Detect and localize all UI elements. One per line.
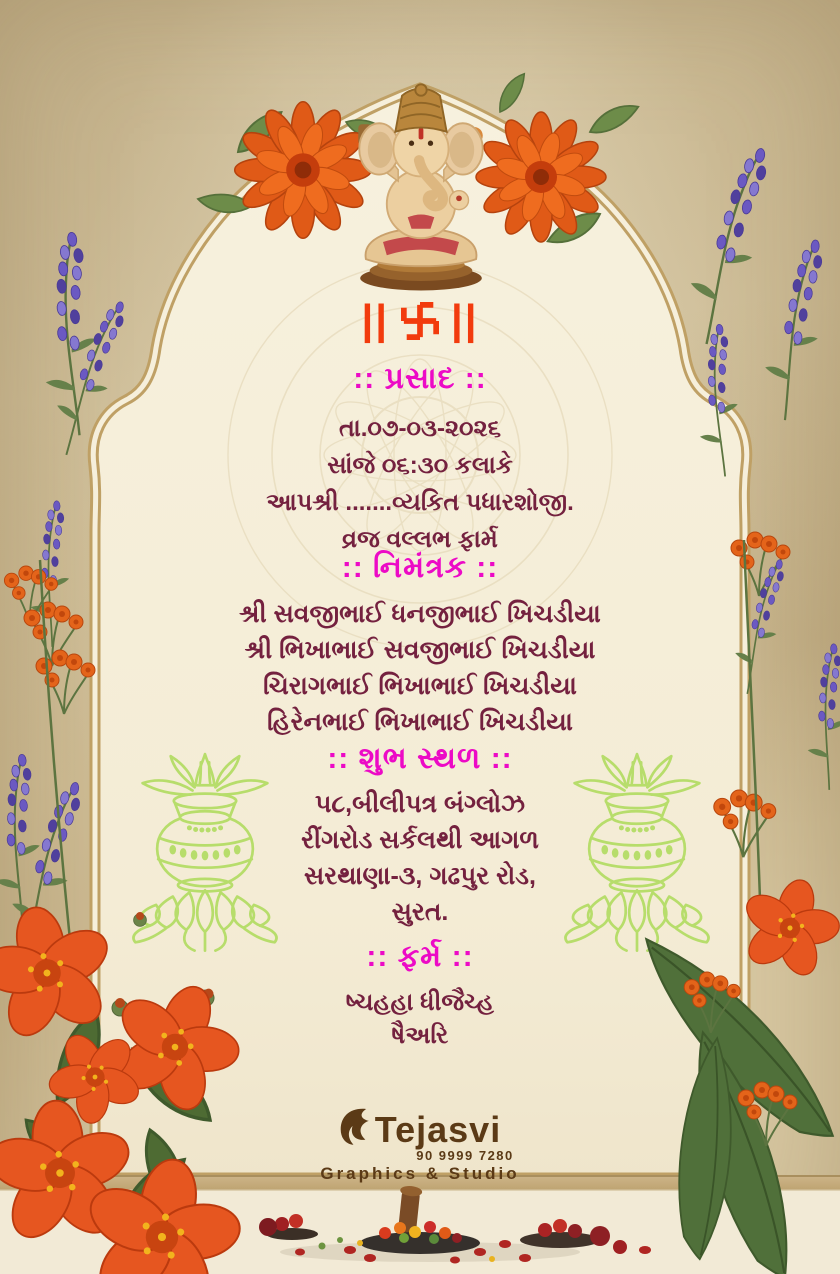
host-name: હિરેનભાઈ ભિખાભાઈ ખિચડીયા	[267, 708, 573, 736]
event-time: સાંજે ૦૬:૩૦ કલાકે	[327, 452, 513, 479]
logo-name: Tejasvi	[374, 1109, 502, 1150]
section-heading-prasad: :: પ્રસાદ ::	[353, 362, 487, 395]
address-line: રીંગરોડ સર્કલથી આગળ	[301, 826, 539, 854]
host-name: શ્રી ભિખાભાઈ સવજીભાઈ ખિચડીયા	[244, 636, 596, 664]
address-line: સુરત.	[391, 898, 449, 926]
firm-line: ષ્ચહહા ધીજૈચ્હ	[346, 989, 494, 1016]
address-line: સરથાણા-૩, ગઢપુર રોડ,	[304, 862, 536, 890]
host-name: શ્રી સવજીભાઈ ધનજીભાઈ ખિચડીયા	[239, 600, 601, 628]
event-date: તા.૦૭-૦૩-૨૦૨૬	[338, 415, 502, 442]
logo-tagline: Graphics & Studio	[320, 1164, 520, 1183]
host-name: ચિરાગભાઈ ભિખાભાઈ ખિચડીયા	[263, 672, 577, 700]
section-heading-venue: :: શુભ સ્થળ ::	[327, 742, 513, 775]
section-heading-nimantrak: :: નિમંત્રક ::	[341, 551, 499, 584]
address-line: ૫૮,બીલીપત્ર બંગ્લોઝ	[315, 790, 525, 818]
om-bar-left: ||	[361, 296, 389, 343]
section-heading-firm: :: ફર્મ ::	[366, 940, 474, 973]
event-invite-line: આપશ્રી .......વ્યકિત પધારશોજી.	[266, 489, 574, 516]
logo-phone: 90 9999 7280	[416, 1148, 514, 1163]
event-place: વ્રજ વલ્લભ ફાર્મ	[342, 526, 498, 553]
firm-line: ષૈઅરિ	[391, 1022, 449, 1049]
om-bar-right: ||	[451, 296, 479, 343]
